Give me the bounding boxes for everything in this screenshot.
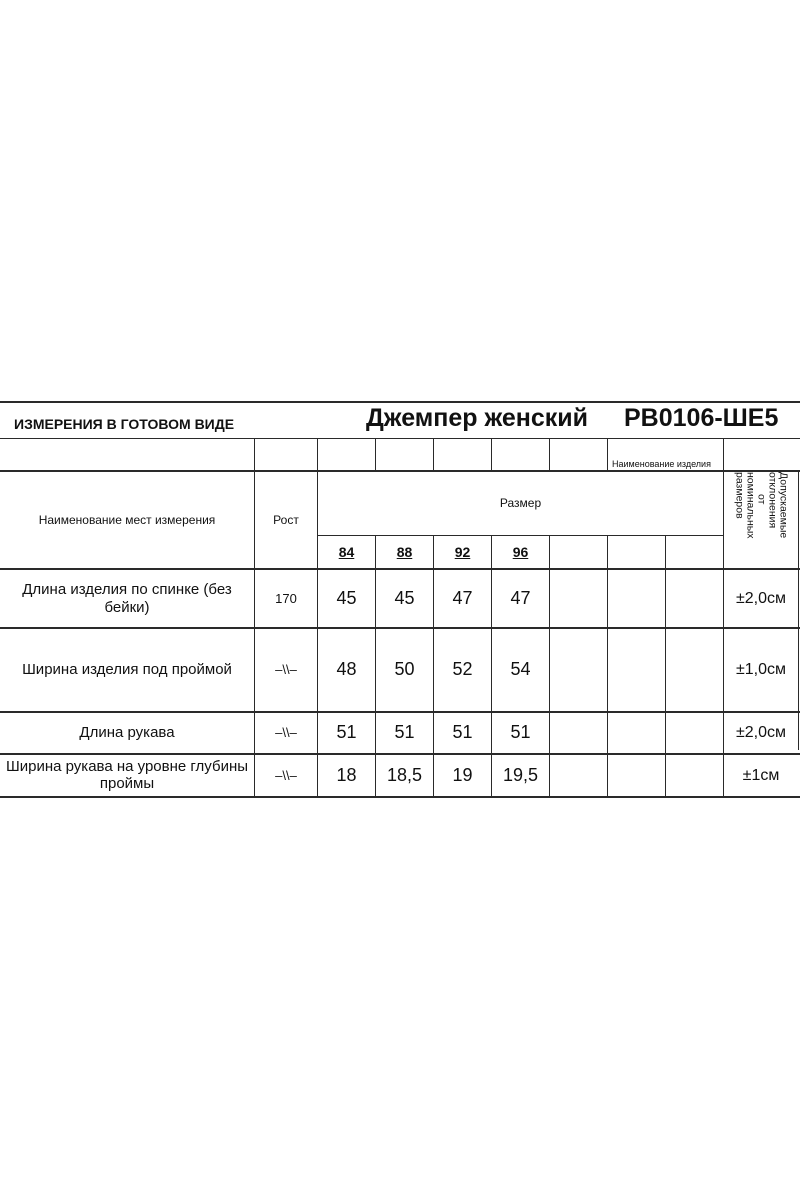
row-value: 18,5 bbox=[386, 764, 423, 785]
row-height: –\\– bbox=[275, 767, 297, 783]
tolerance-header-line: номинальных bbox=[744, 472, 757, 539]
row-value: 54 bbox=[510, 659, 531, 680]
tolerance-header-line: Допускаемые bbox=[777, 472, 790, 539]
rule-col-d bbox=[433, 438, 434, 472]
rule-col-f2 bbox=[549, 535, 550, 798]
row-value: 45 bbox=[336, 587, 357, 608]
row-name-line: бейки) bbox=[104, 598, 150, 616]
row-name-line: Длина рукава bbox=[79, 724, 175, 741]
row-value: 18 bbox=[336, 764, 357, 785]
rule-col-g bbox=[607, 438, 608, 472]
rule-table-bottom bbox=[0, 796, 800, 798]
row-name-line: Ширина изделия под проймой bbox=[22, 661, 232, 678]
row-tolerance: ±2,0см bbox=[735, 724, 787, 742]
row-value: 52 bbox=[452, 659, 473, 680]
size-label: 92 bbox=[454, 543, 471, 560]
row-tolerance: ±1,0см bbox=[735, 661, 787, 679]
tolerance-header-line: размеров bbox=[733, 472, 746, 519]
row-value: 51 bbox=[452, 722, 473, 743]
row-tolerance: ±1см bbox=[742, 766, 780, 784]
product-name: Джемпер женский bbox=[366, 404, 589, 432]
height-column-header: Рост bbox=[273, 512, 299, 527]
row-height: 170 bbox=[275, 590, 297, 606]
measure-column-header: Наименование мест измерения bbox=[38, 512, 216, 527]
row-value: 19 bbox=[452, 764, 473, 785]
rule-col-h bbox=[665, 535, 666, 798]
row-value: 51 bbox=[394, 722, 415, 743]
size-column-header: Размер bbox=[499, 496, 542, 511]
rule-col-right bbox=[798, 470, 799, 750]
row-name-line: проймы bbox=[99, 774, 155, 792]
tolerance-header-line: отклонения bbox=[766, 472, 779, 529]
rule-col-c bbox=[375, 438, 376, 472]
row-value: 48 bbox=[336, 659, 357, 680]
rule-col-g2 bbox=[607, 535, 608, 798]
tolerance-header-line: от bbox=[755, 494, 768, 505]
row-tolerance: ±2,0см bbox=[735, 589, 787, 607]
row-height: –\\– bbox=[275, 725, 297, 741]
row-value: 50 bbox=[394, 659, 415, 680]
row-value: 47 bbox=[452, 587, 473, 608]
size-label: 84 bbox=[338, 543, 355, 560]
row-value: 45 bbox=[394, 587, 415, 608]
rule-col-e bbox=[491, 438, 492, 472]
table-row-name bbox=[0, 713, 254, 753]
size-label: 96 bbox=[512, 543, 529, 560]
table-row-name bbox=[0, 570, 254, 627]
product-name-label: Наименование изделия bbox=[612, 459, 711, 469]
row-height: –\\– bbox=[275, 662, 297, 678]
row-name-line: Длина изделия по спинке (без bbox=[22, 580, 232, 598]
rule-header-bottom bbox=[0, 438, 800, 439]
rule-top bbox=[0, 401, 800, 403]
table-row-name bbox=[0, 629, 254, 711]
row-value: 51 bbox=[510, 722, 531, 743]
table-row-name bbox=[0, 755, 254, 796]
rule-col-f bbox=[549, 438, 550, 472]
sheet-title: ИЗМЕРЕНИЯ В ГОТОВОМ ВИДЕ bbox=[14, 416, 235, 432]
size-label: 88 bbox=[396, 543, 413, 560]
row-value: 47 bbox=[510, 587, 531, 608]
row-name-line: Ширина рукава на уровне глубины bbox=[5, 758, 249, 775]
product-article: РВ0106-ШЕ5 bbox=[624, 404, 779, 432]
tolerance-column-header bbox=[724, 472, 798, 568]
row-value: 51 bbox=[336, 722, 357, 743]
row-value: 19,5 bbox=[502, 764, 539, 785]
